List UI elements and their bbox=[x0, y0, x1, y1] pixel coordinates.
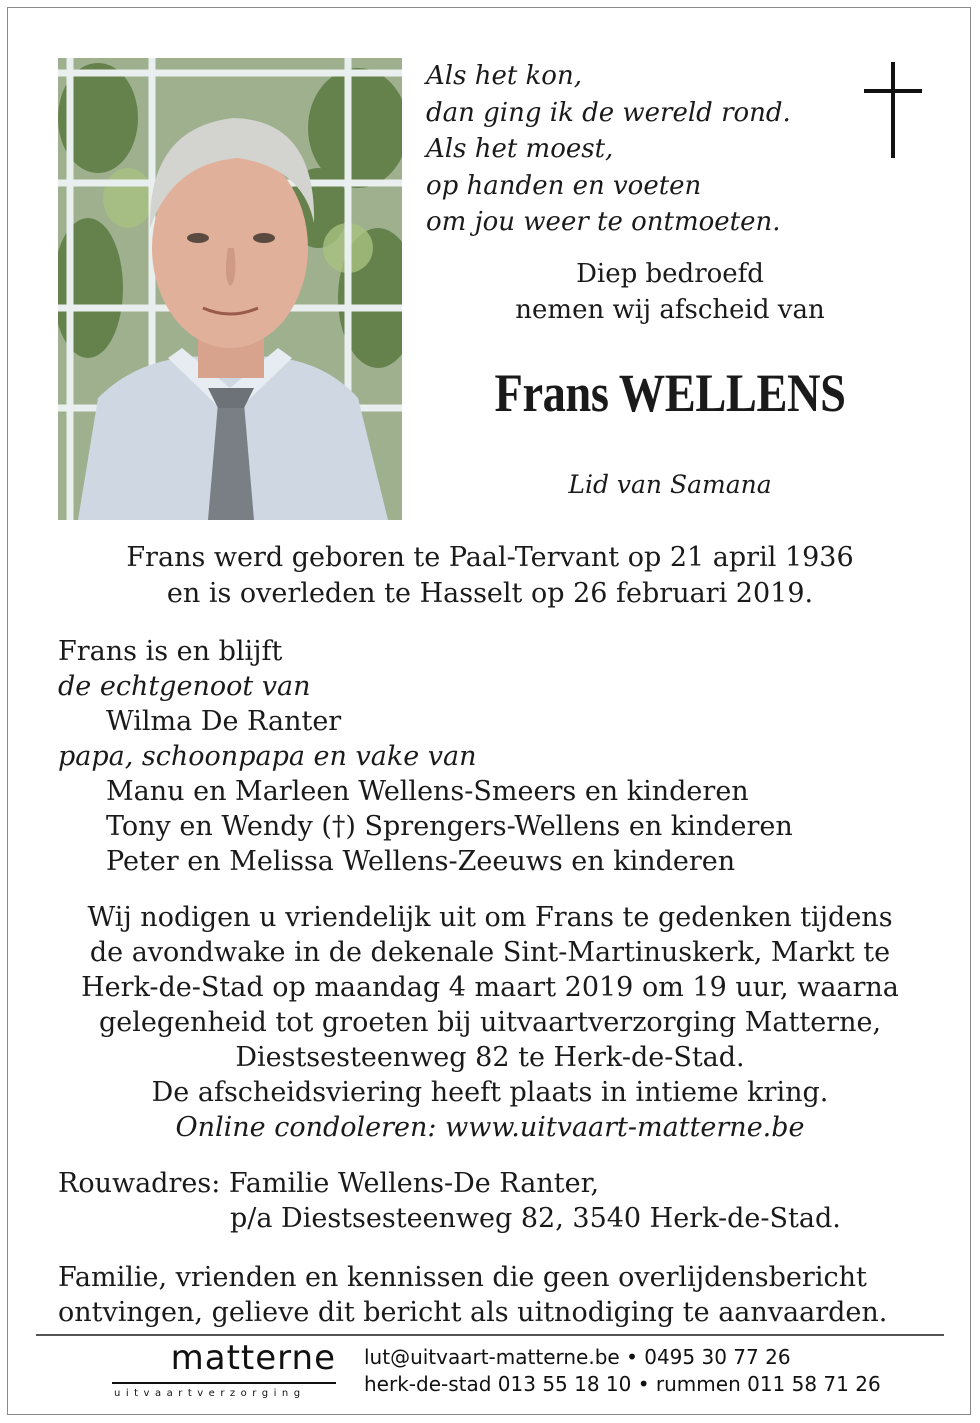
dates-line: en is overleden te Hasselt op 26 februari 2019. bbox=[166, 578, 814, 609]
poem-line: op handen en voeten bbox=[426, 170, 702, 201]
footer-divider bbox=[36, 1334, 944, 1336]
children-label: papa, schoonpapa en vake van bbox=[58, 741, 477, 772]
contact-line: herk-de-stad 013 55 18 10 • rummen 011 58 71 26 bbox=[364, 1372, 881, 1396]
deceased-name: Frans WELLENS bbox=[494, 363, 846, 423]
address-line: p/a Diestsesteenweg 82, 3540 Herk-de-Stad. bbox=[230, 1203, 841, 1234]
farewell-intro bbox=[440, 256, 900, 328]
child-entry: Tony en Wendy (†) Sprengers-Wellens en kinderen bbox=[106, 811, 793, 842]
invitation-text bbox=[40, 900, 940, 1145]
closing-line: Familie, vrienden en kennissen die geen overlijdensbericht bbox=[58, 1262, 867, 1293]
invitation-line: de avondwake in de dekenale Sint-Martinuskerk, Markt te bbox=[89, 937, 891, 968]
matterne-logo bbox=[110, 1338, 340, 1404]
online-condolence-link[interactable]: Online condoleren: www.uitvaart-matterne.be bbox=[175, 1112, 805, 1143]
child-entry: Manu en Marleen Wellens-Smeers en kinderen bbox=[106, 776, 749, 807]
family-lead: Frans is en blijft bbox=[58, 636, 283, 667]
logo-wordmark: matterne bbox=[170, 1338, 336, 1378]
birth-death-dates bbox=[40, 540, 940, 612]
mourning-address bbox=[58, 1166, 938, 1236]
cross-icon bbox=[864, 62, 922, 160]
invitation-line: gelegenheid tot groeten bij uitvaartverzorging Matterne, bbox=[98, 1007, 882, 1038]
spouse-label: de echtgenoot van bbox=[58, 671, 311, 702]
poem-line: Als het kon, bbox=[426, 61, 582, 91]
dates-line: Frans werd geboren te Paal-Tervant op 21 april 1936 bbox=[126, 542, 854, 573]
membership-note: Lid van Samana bbox=[568, 470, 772, 499]
contact-info bbox=[364, 1344, 881, 1398]
closing-line: ontvingen, gelieve dit bericht als uitnodiging te aanvaarden. bbox=[58, 1297, 888, 1328]
closing-note bbox=[58, 1260, 938, 1330]
portrait-photo bbox=[58, 58, 402, 520]
intro-line: nemen wij afscheid van bbox=[515, 295, 825, 325]
poem-line: Als het moest, bbox=[426, 134, 614, 164]
logo-subtitle: uitvaartverzorging bbox=[114, 1388, 306, 1399]
intro-line: Diep bedroefd bbox=[576, 259, 764, 289]
invitation-line: Diestsesteenweg 82 te Herk-de-Stad. bbox=[235, 1042, 745, 1073]
contact-line[interactable]: lut@uitvaart-matterne.be • 0495 30 77 26 bbox=[364, 1345, 791, 1369]
child-entry: Peter en Melissa Wellens-Zeeuws en kinderen bbox=[106, 846, 736, 877]
invitation-line: De afscheidsviering heeft plaats in intieme kring. bbox=[151, 1077, 829, 1108]
memorial-poem bbox=[426, 58, 846, 241]
family-list bbox=[58, 634, 938, 879]
poem-line: om jou weer te ontmoeten. bbox=[426, 207, 781, 237]
invitation-line: Wij nodigen u vriendelijk uit om Frans te gedenken tijdens bbox=[87, 902, 893, 933]
address-line: Rouwadres: Familie Wellens-De Ranter, bbox=[58, 1168, 600, 1199]
invitation-line: Herk-de-Stad op maandag 4 maart 2019 om 19 uur, waarna bbox=[81, 972, 899, 1003]
poem-line: dan ging ik de wereld rond. bbox=[426, 97, 791, 128]
spouse-name: Wilma De Ranter bbox=[106, 706, 342, 737]
